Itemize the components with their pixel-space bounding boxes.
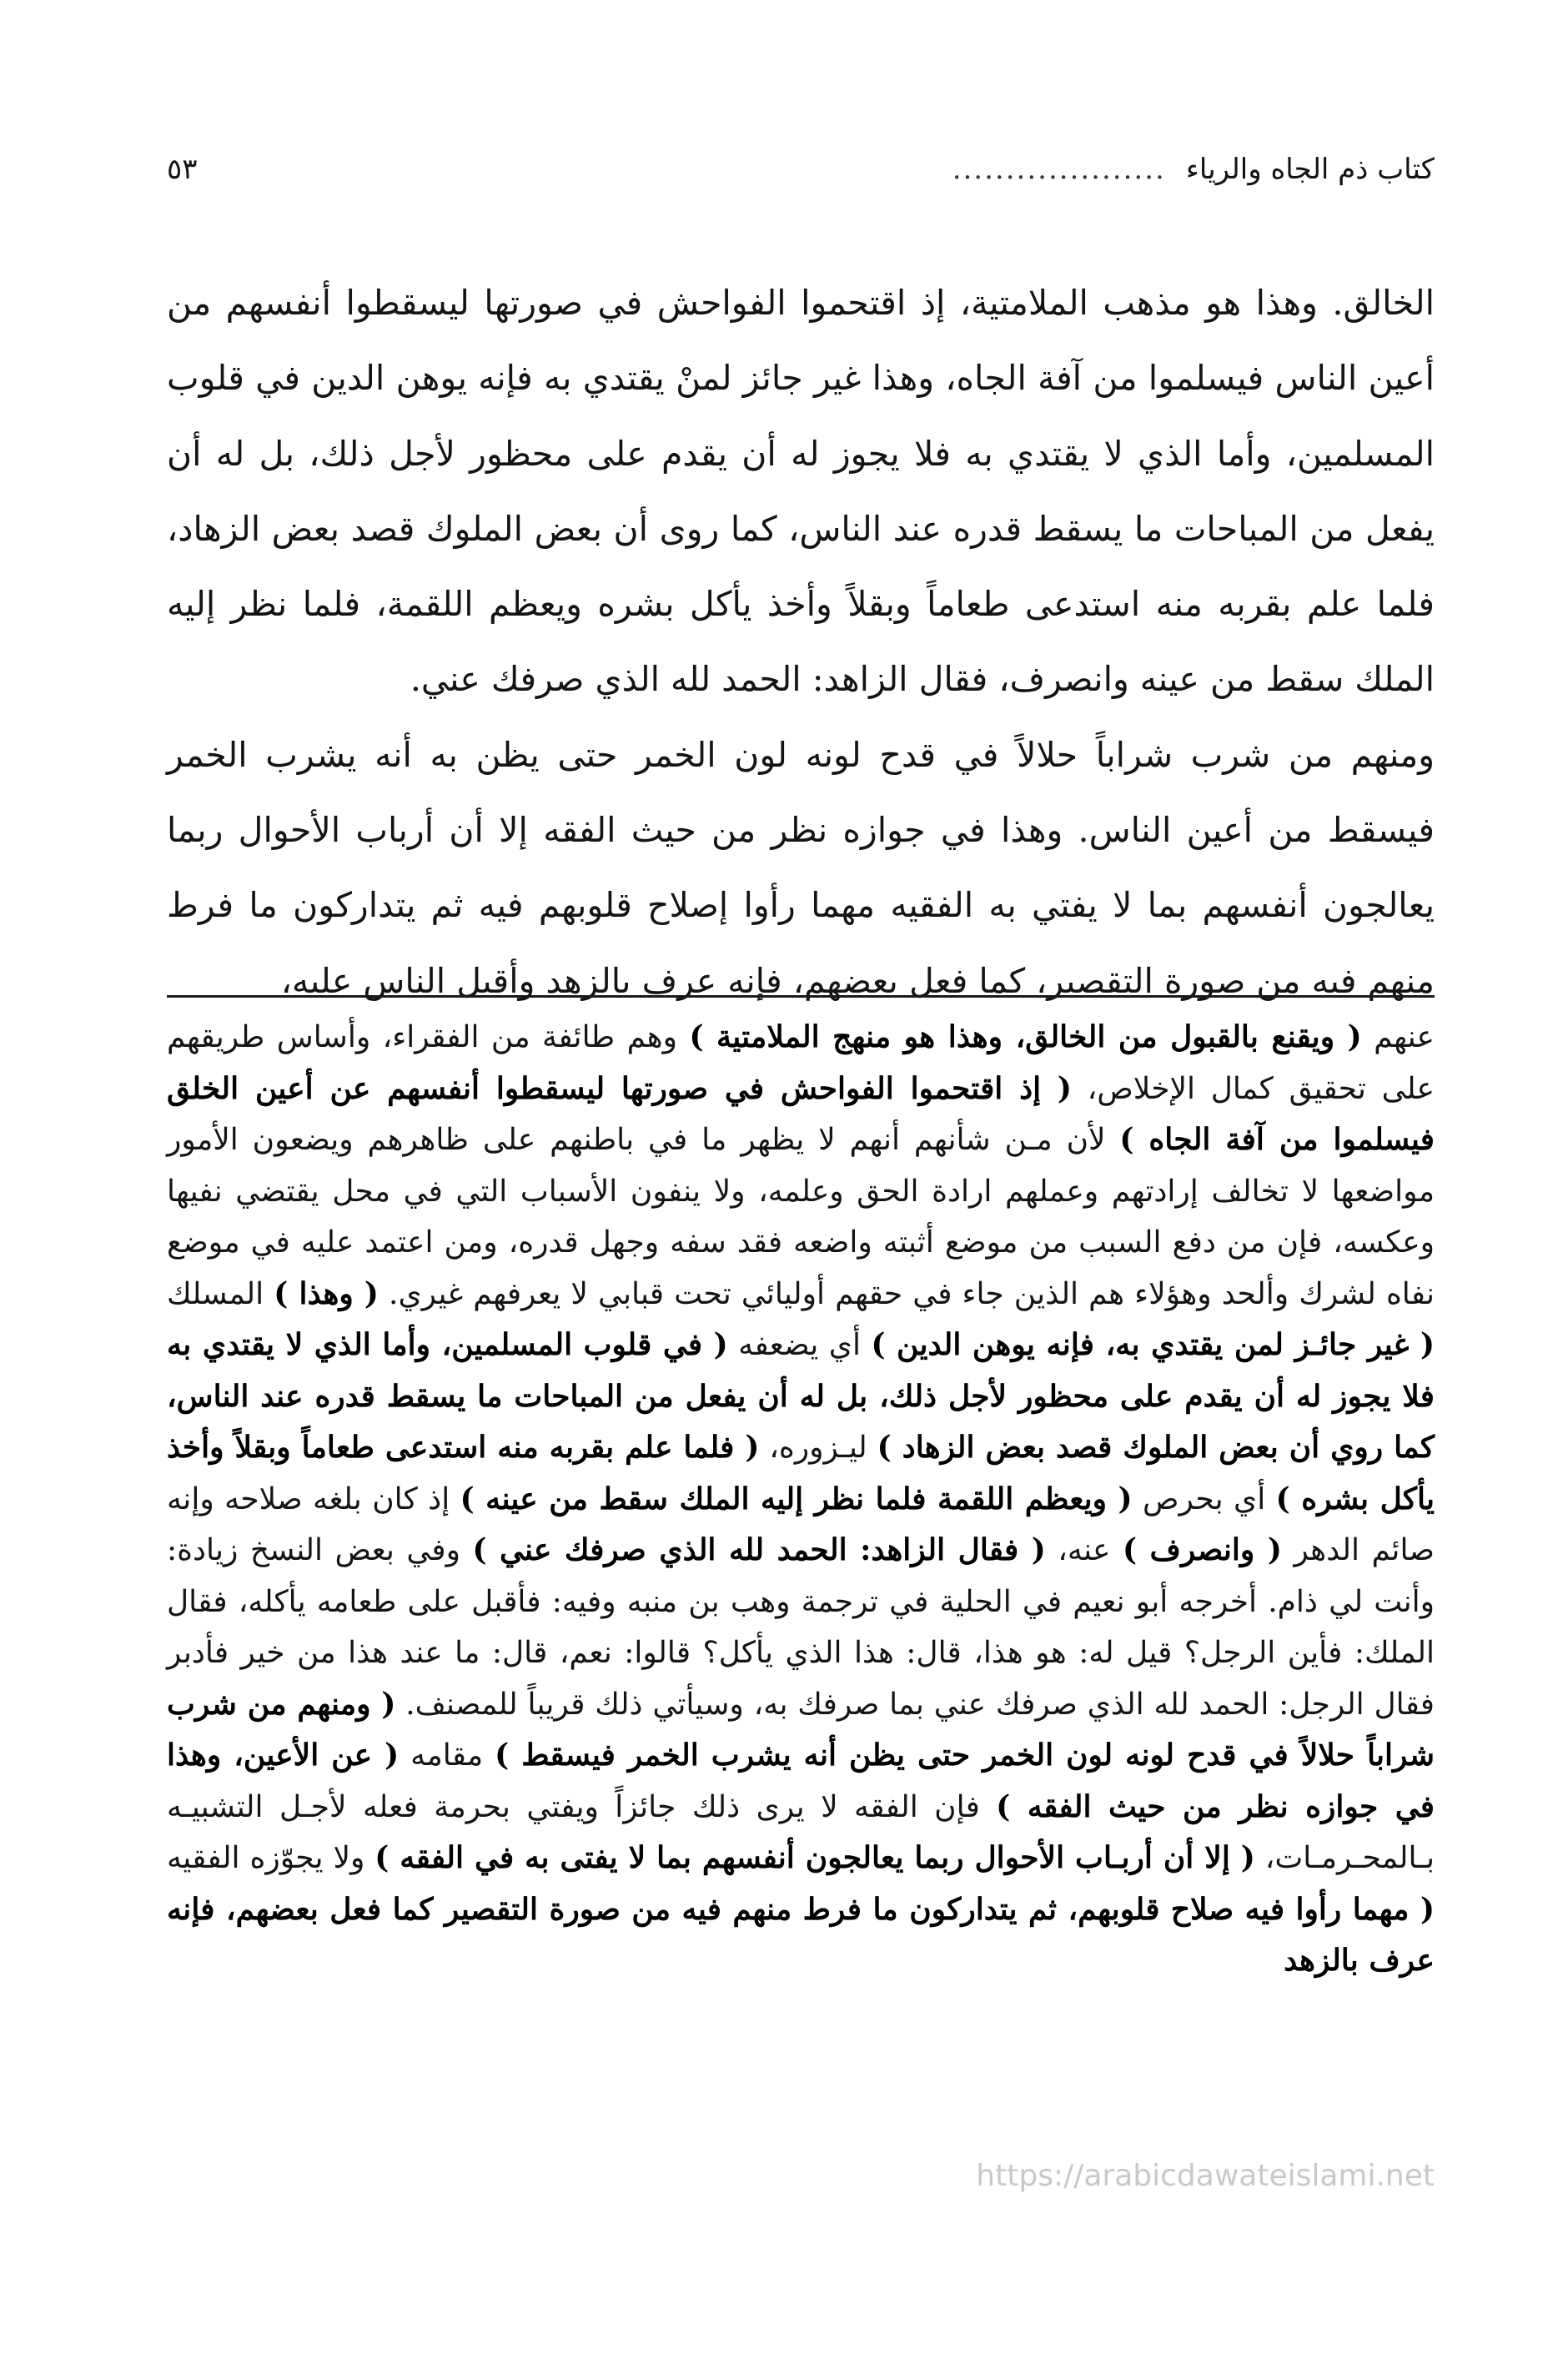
sharh-segment: إذ كان بلغه صلاحه وإنه صائم الدهر — [167, 1481, 1435, 1567]
quoted-matn-segment: ( إلا أن أربـاب الأحوال ربما يعالجون أنفسهم بما لا يفتى به في الفقه ) — [374, 1840, 1255, 1875]
sharh-segment: أي يضعفه — [727, 1328, 872, 1362]
running-header — [167, 140, 1435, 199]
commentary-paragraph — [167, 1012, 1435, 1987]
quoted-matn-segment: ( وانصرف ) — [1122, 1532, 1282, 1567]
quoted-matn-segment: ( فلما علم بقربه منه استدعى طعاماً وبقلاً وأخذ يأكل بشره ) — [167, 1430, 1435, 1516]
leader-dots: .................... — [952, 153, 1166, 186]
quoted-matn-segment: ( في قلوب المسلمين، وأما الذي لا يقتدي به فلا يجوز له أن يقدم على محظور لأجل ذلك، بل له أن يفعل من المباحات ما يسقط قدره عند الناس، كما روي أن بعض الملوك قصد بعض الزهاد ) — [167, 1327, 1435, 1465]
sharh-segment: وهم طائفة من الفقراء، وأساس طريقهم على تحقيق كمال الإخلاص، — [167, 1020, 1435, 1106]
commentary-text — [167, 1012, 1435, 1987]
quoted-matn-segment: ( فقال الزاهد: الحمد لله الذي صرفك عني ) — [472, 1532, 1046, 1567]
book-title: كتاب ذم الجاه والرياء — [1185, 153, 1435, 186]
sharh-segment: عنه، — [1045, 1533, 1123, 1567]
sharh-segment: لأن مـن شأنهم أنهم لا يظهر ما في باطنهم على ظاهرهم ويضعون الأمور مواضعها لا تخالف إرادتهم وعملهم ارادة الحق وعلمه، ولا ينفون الأسباب التي في محل يقتضي نفيها وعكسه، فإن من دفع السبب من موضع أثبته واضعه فقد سفه وجهل قدره، ومن اعتمد عليه في موضع نفاه لشرك وألحد وهؤلاء هم الذين جاء في حقهم أوليائي تحت قبابي لا يعرفهم غيري. — [167, 1123, 1435, 1311]
quoted-matn-segment: ( عن الأعين، وهذا في جوازه نظر من حيث الفقه ) — [167, 1738, 1435, 1824]
watermark-url: https://arabicdawateislami.net — [976, 2159, 1435, 2193]
sharh-segment: ولا يجوّزه الفقيه — [167, 1841, 375, 1875]
quoted-matn-segment: ( غير جائـز لمن يقتدي به، فإنه يوهن الدين ) — [871, 1327, 1435, 1362]
sharh-segment: وفي بعض النسخ زيادة: وأنت لي ذام. أخرجه أبو نعيم في الحلية في ترجمة وهب بن منبه وفيه: فأقبل على طعامه يأكله، فقال الملك: فأين الرجل؟ قيل له: هو هذا، قال: هذا الذي يأكل؟ قالوا: نعم، قال: ما عند هذا من خير فأدبر فقال الرجل: الحمد لله الذي صرفك عني بما صرفك به، وسيأتي ذلك قريباً للمصنف. — [167, 1533, 1435, 1722]
commentary-divider — [167, 995, 1435, 998]
sharh-segment: ليـزوره، — [759, 1431, 877, 1465]
page-number: ٥٣ — [167, 153, 198, 186]
main-paragraph-2: ومنهم من شرب شراباً حلالاً في قدح لونه لون الخمر حتى يظن به أنه يشرب الخمر فيسقط من أعين الناس. وهذا في جوازه نظر من حيث الفقه إلا أن أرباب الأحوال ربما يعالجون أنفسهم بما لا يفتي به الفقيه مهما رأوا إصلاح قلوبهم فيه ثم يتداركون ما فرط منهم فيه من صورة التقصير، كما فعل بعضهم، فإنه عرف بالزهد وأقبل الناس عليه، — [167, 734, 1435, 1001]
quoted-matn-segment: ( وهذا ) — [274, 1275, 379, 1311]
main-text — [167, 265, 1435, 1019]
sharh-segment: مقامه — [399, 1738, 495, 1773]
quoted-matn-segment: ( إذ اقتحموا الفواحش في صورتها ليسقطوا أنفسهم عن أعين الخلق فيسلموا من آفة الجاه ) — [167, 1070, 1435, 1157]
main-paragraph-1: الخالق. وهذا هو مذهب الملامتية، إذ اقتحموا الفواحش في صورتها ليسقطوا أنفسهم من أعين الناس فيسلموا من آفة الجاه، وهذا غير جائز لمنْ يقتدي به فإنه يوهن الدين في قلوب المسلمين، وأما الذي لا يقتدي به فلا يجوز له أن يقدم على محظور لأجل ذلك، بل له أن يفعل من المباحات ما يسقط قدره عند الناس، كما روى أن بعض الملوك قصد بعض الزهاد، فلما علم بقربه منه استدعى طعاماً وبقلاً وأخذ يأكل بشره ويعظم اللقمة، فلما نظر إليه الملك سقط من عينه وانصرف، فقال الزاهد: الحمد لله الذي صرفك عني. — [167, 283, 1435, 700]
quoted-matn-segment: ( مهما رأوا فيه صلاح قلوبهم، ثم يتداركون ما فرط منهم فيه من صورة التقصير كما فعل بعضهم، فإنه عرف بالزهد — [167, 1891, 1435, 1978]
sharh-segment: فإن الفقه لا يرى ذلك جائزاً ويفتي بحرمة فعله لأجـل التشبيـه بـالمحـرمـات، — [167, 1789, 1435, 1875]
quoted-matn-segment: ( ويقنع بالقبول من الخالق، وهذا هو منهج الملامتية ) — [689, 1019, 1362, 1054]
quoted-matn-segment: ( ويعظم اللقمة فلما نظر إليه الملك سقط من عينه ) — [460, 1481, 1133, 1516]
quoted-matn-segment: ( ومنهم من شرب شراباً حلالاً في قدح لونه لون الخمر حتى يظن أنه يشرب الخمر فيسقط ) — [167, 1686, 1435, 1773]
sharh-segment: عنهم — [1361, 1020, 1435, 1054]
sharh-segment: المسلك — [167, 1276, 274, 1311]
sharh-segment: أي بحرص — [1132, 1481, 1276, 1516]
